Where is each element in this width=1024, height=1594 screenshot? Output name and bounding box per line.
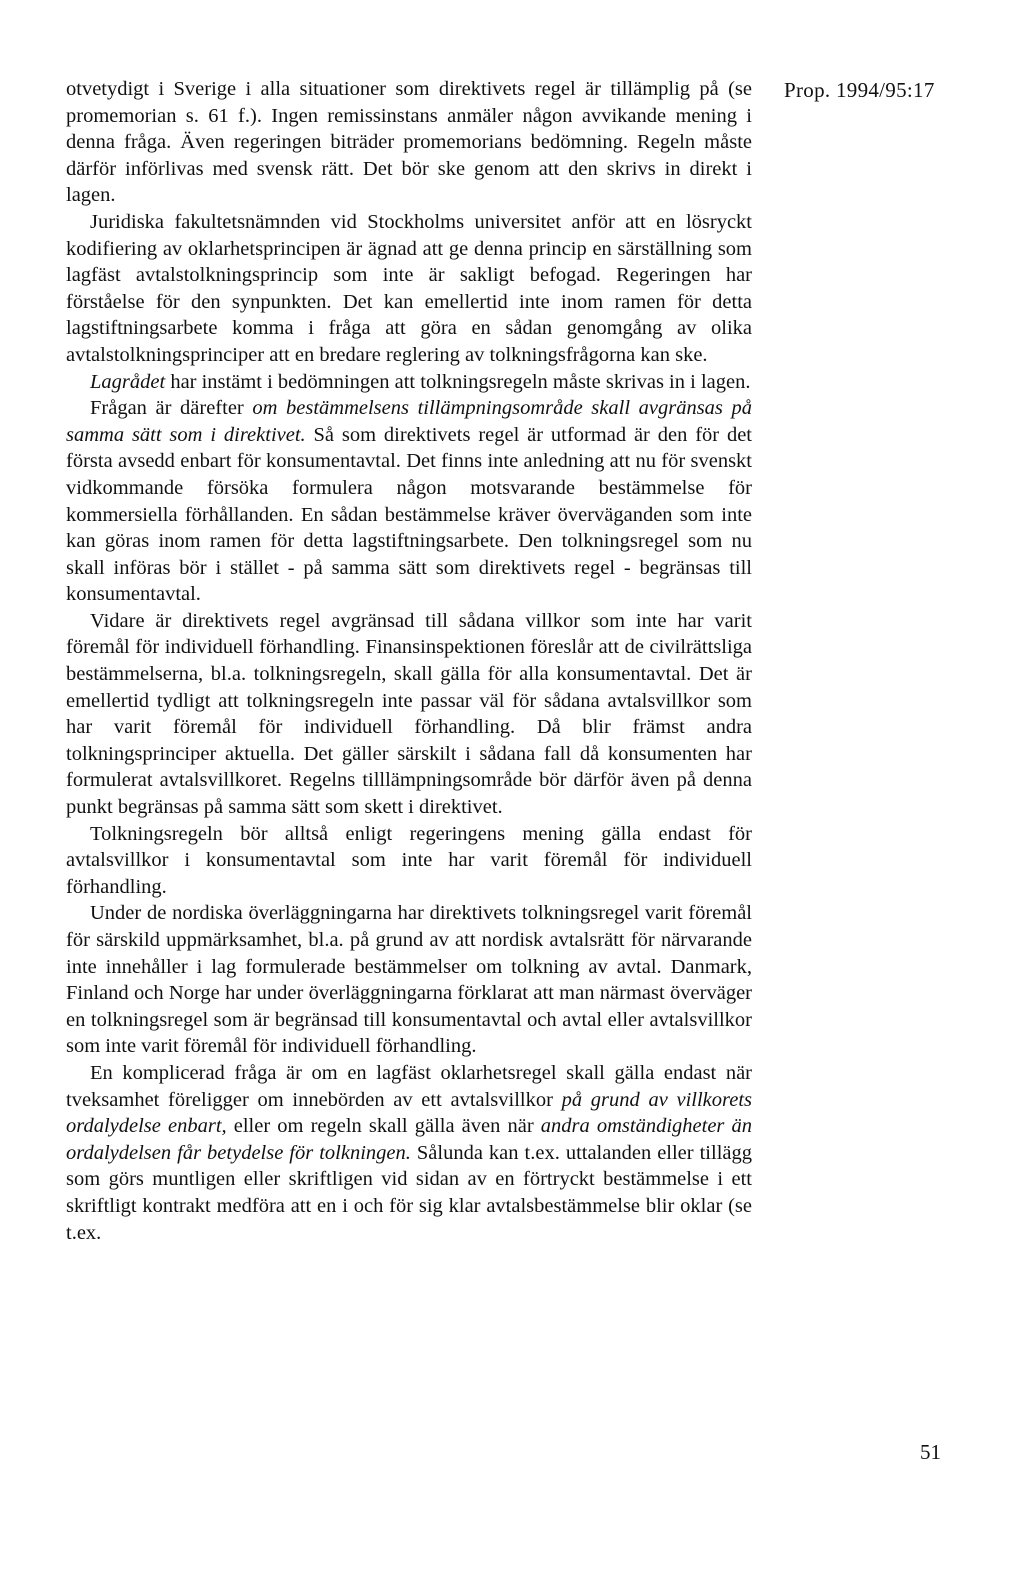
paragraph-8-emphasis-1: på grund av villkorets ordalydelse enbart,: [66, 1088, 752, 1138]
paragraph-4-start: Frågan är därefter: [90, 397, 253, 420]
paragraph-8-mid: eller om regeln skall gälla även när: [226, 1115, 541, 1138]
paragraph-4-text: Så som direktivets regel är utformad är den för det första avsedd enbart för konsumentavtal. Det finns inte anledning att nu för svenskt vidkommande försöka formulera någon motsvarande bestämmelse för kommersiella förhållanden. En sådan bestämmelse kräver överväganden som inte kan göras inom ramen för detta lagstiftningsarbete. Den tolkningsregel som nu skall införas bör i stället - på samma sätt som direktivets regel - begränsas till konsumentavtal.: [66, 423, 753, 606]
paragraph-3-text: har instämt i bedömningen att tolkningsregeln måste skrivas in i lagen.: [165, 370, 751, 393]
paragraph-8-emphasis-2: andra omständigheter än ordalydelsen får betydelse för tolkningen.: [66, 1115, 753, 1164]
paragraph-4: [66, 395, 752, 608]
lagradet-emphasis: Lagrådet: [90, 370, 166, 393]
paragraph-8-start: En komplicerad fråga är om en lagfäst oklarhetsregel skall gälla endast när tveksamhet föreligger om innebörden av ett avtalsvillkor: [66, 1061, 752, 1111]
paragraph-8-text: Sålunda kan t.ex. uttalanden eller tillägg som görs muntligen eller skriftligen vid sidan av en förtryckt bestämmelse i ett skriftligt kontrakt medföra att en i och för sig klar avtalsbestämmelse blir oklar (se t.ex.: [66, 1141, 752, 1244]
proposition-reference: Prop. 1994/95:17: [784, 78, 935, 102]
paragraph-3: [66, 369, 752, 396]
paragraph-6: Tolkningsregeln bör alltså enligt regeringens mening gälla endast för avtalsvillkor i konsumentavtal som inte har varit föremål för individuell förhandling.: [66, 822, 752, 898]
paragraph-2: Juridiska fakultetsnämnden vid Stockholms universitet anför att en lösryckt kodifiering av oklarhetsprincipen är ägnad att ge denna princip en särställning som lagfäst avtalstolkningsprincip som inte är sakligt befogad. Regeringen har förståelse för den synpunkten. Det kan emellertid inte inom ramen för detta lagstiftningsarbete komma i fråga att göra en sådan genomgång av olika avtalstolkningsprinciper att en bredare reglering av tolkningsfrågorna kan ske.: [66, 210, 752, 366]
body-text: [66, 76, 752, 1246]
paragraph-1: otvetydigt i Sverige i alla situationer som direktivets regel är tillämplig på (se promemorian s. 61 f.). Ingen remissinstans anmäler någon avvikande mening i denna fråga. Även regeringen biträder promemorians bedömning. Regeln måste därför införlivas med svensk rätt. Det bör ske genom att den skrivs in direkt i lagen.: [66, 78, 752, 207]
page-number: 51: [920, 1440, 941, 1464]
paragraph-4-emphasis: om bestämmelsens tillämpningsområde skall avgränsas på samma sätt som i direktivet.: [66, 397, 752, 446]
paragraph-7: Under de nordiska överläggningarna har direktivets tolkningsregel varit föremål för särskild uppmärksamhet, bl.a. på grund av att nordisk avtalsrätt för närvarande inte innehåller i lag formulerade bestämmelser om tolkning av avtal. Danmark, Finland och Norge har under överläggningarna förklarat att man närmast överväger en tolkningsregel som är begränsad till konsumentavtal och avtal eller avtalsvillkor som inte varit föremål för individuell förhandling.: [66, 902, 752, 1058]
paragraph-5: Vidare är direktivets regel avgränsad till sådana villkor som inte har varit föremål för individuell förhandling. Finansinspektionen föreslår att de civilrättsliga bestämmelserna, bl.a. tolkningsregeln, skall gälla för alla konsumentavtal. Det är emellertid tydligt att tolkningsregeln inte passar väl för sådana avtalsvillkor som har varit föremål för individuell förhandling. Då blir främst andra tolkningsprinciper aktuella. Det gäller särskilt i sådana fall då konsumenten har formulerat avtalsvillkoret. Regelns tilllämpningsområde bör därför även på denna punkt begränsas på samma sätt som skett i direktivet.: [66, 609, 752, 819]
paragraph-8: [66, 1060, 752, 1246]
